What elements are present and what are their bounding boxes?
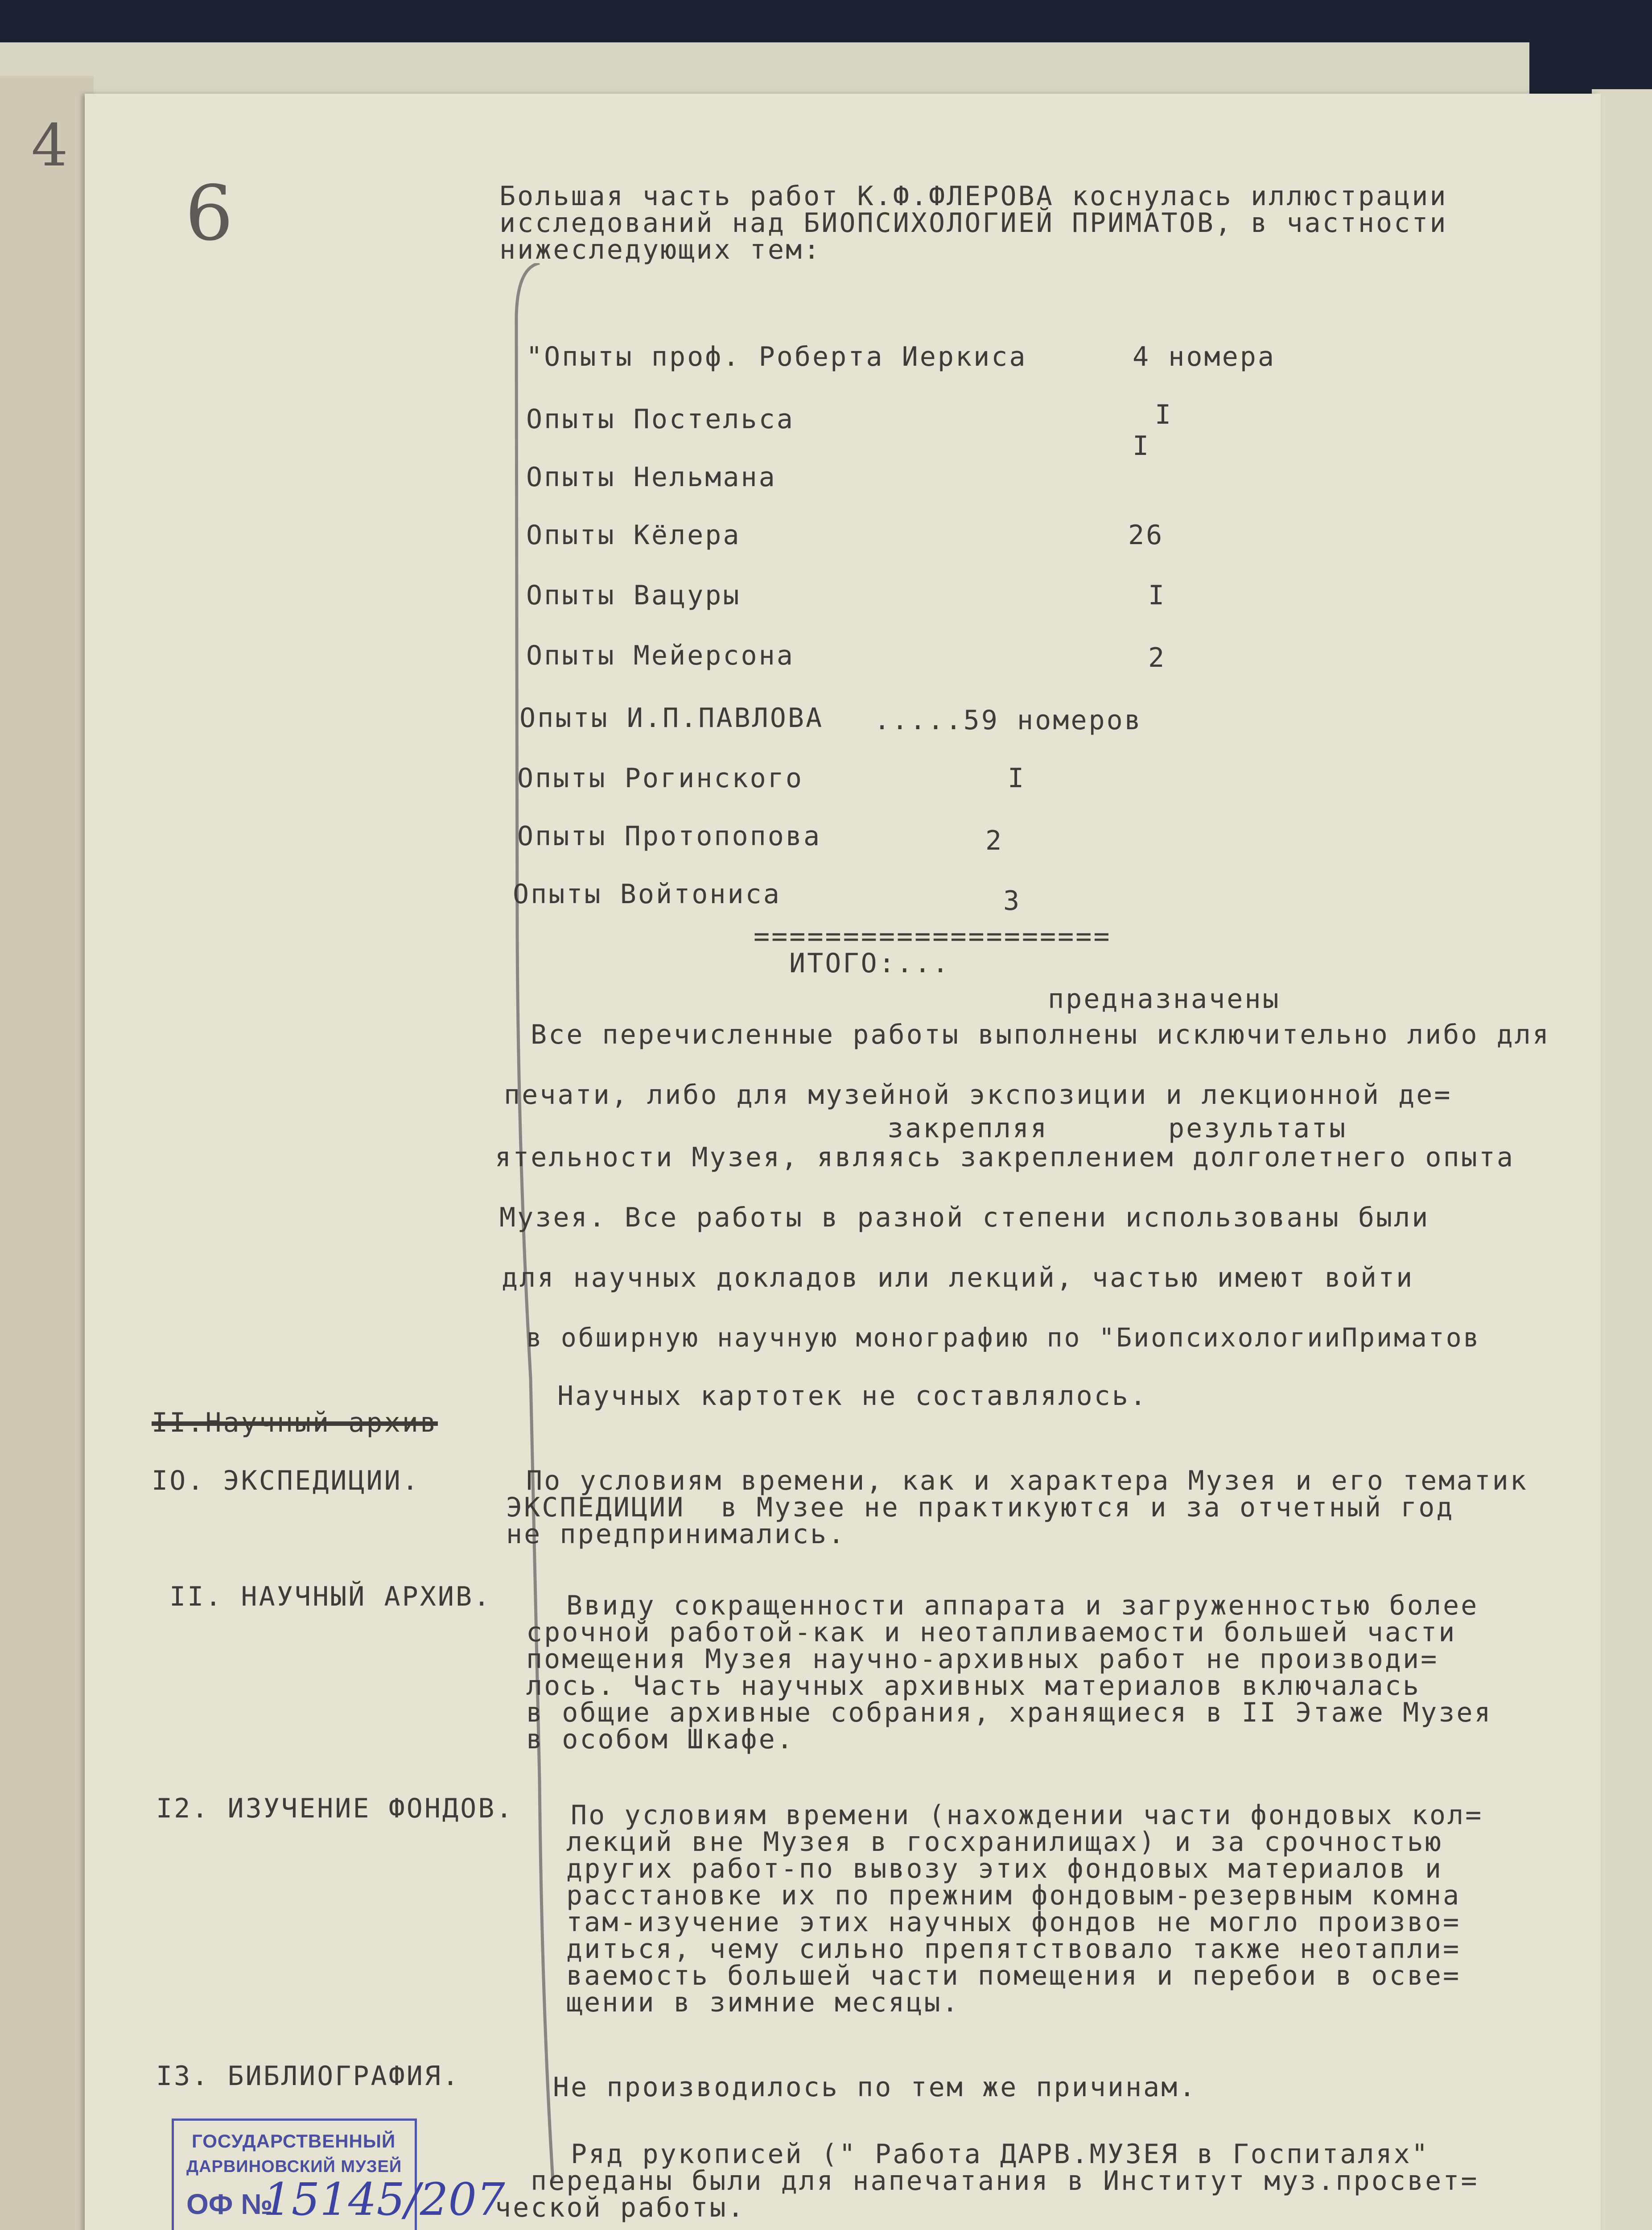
folio-number-left: 4 (31, 112, 68, 179)
paragraph-line: Научных картотек не составлялось. (557, 1380, 1148, 1412)
inserted-word: результаты (1168, 1113, 1347, 1144)
stamp-label: ОФ № (186, 2188, 273, 2220)
stamp-line-2: ДАРВИНОВСКИЙ МУЗЕЙ (186, 2157, 402, 2176)
experiment-name: Опыты Нельмана (526, 462, 777, 493)
right-adjacent-sheet (1592, 89, 1652, 2230)
inserted-word: закрепляя (887, 1113, 1049, 1144)
section-line: ЭКСПЕДИЦИИ в Музее не практикуются и за отчетный год (506, 1492, 1454, 1523)
final-line: ческой работы. (495, 2192, 746, 2223)
underlying-sheet-edge (0, 76, 94, 2230)
museum-inventory-stamp (172, 2118, 505, 2230)
experiment-count: I (1155, 399, 1173, 430)
intro-line-1: Большая часть работ К.Ф.ФЛЕРОВА коснулась иллюстрации (499, 181, 1448, 212)
section-line: других работ-по вывозу этих фондовых материалов и (566, 1853, 1443, 1884)
document-page (31, 94, 1601, 2230)
experiment-count: I (1148, 580, 1166, 611)
experiment-count: 4 номера (1133, 341, 1276, 372)
experiment-count: 2 (985, 825, 1004, 856)
experiment-count: 2 (1148, 642, 1166, 673)
experiment-name: Опыты Рогинского (517, 763, 803, 794)
section-line: расстановке их по прежним фондовым-резервным комна (566, 1880, 1461, 1911)
experiment-name: Опыты И.П.ПАВЛОВА (519, 702, 824, 734)
struck-heading: II.Научный архив (152, 1407, 438, 1438)
section-line: Ввиду сокращенности аппарата и загруженностью более (566, 1590, 1479, 1621)
paragraph-line: для научных докладов или лекций, частью имеют войти (502, 1262, 1414, 1293)
total-label: ИТОГО:... (789, 948, 951, 979)
experiment-name: Опыты Войтониса (513, 879, 781, 910)
section-line: в общие архивные собрания, хранящиеся в II Этаже Музея (526, 1697, 1492, 1728)
section-line: ваемость большей части помещения и перебои в осве= (566, 1960, 1461, 1991)
paragraph-line: в обширную научную монографию по "БиопсихологииПриматов (526, 1322, 1481, 1353)
paragraph-line: Все перечисленные работы выполнены исключительно либо для (531, 1019, 1551, 1050)
folio-number: 6 (185, 169, 234, 258)
final-line: Ряд рукописей (" Работа ДАРВ.МУЗЕЯ в Госпиталях" (571, 2139, 1430, 2170)
experiment-count: I (1133, 430, 1151, 462)
section-heading: I3. БИБЛИОГРАФИЯ. (156, 2061, 461, 2092)
section-heading: IO. ЭКСПЕДИЦИИ. (152, 1465, 420, 1496)
intro-line-3: нижеследующих тем: (499, 234, 822, 265)
section-line: лекций вне Музея в госхранилищах) и за срочностью (566, 1826, 1443, 1858)
experiment-name: Опыты Кёлера (526, 520, 741, 551)
experiment-name: Опыты Вацуры (526, 580, 741, 611)
experiment-count: I (1008, 763, 1026, 794)
section-line: в особом Шкафе. (526, 1724, 795, 1755)
stamp-line-1: ГОСУДАРСТВЕННЫЙ (192, 2131, 396, 2152)
section-line: срочной работой-как и неотапливаемости большей части (526, 1617, 1457, 1648)
inserted-word: предназначены (1048, 983, 1281, 1015)
section-line: Не производилось по тем же причинам. (553, 2072, 1197, 2103)
paragraph-line: печати, либо для музейной экспозиции и лекционной де= (504, 1079, 1452, 1111)
paragraph-line: ятельности Музея, являясь закреплением долголетнего опыта (495, 1142, 1515, 1173)
experiment-name: Опыты Постельса (526, 404, 795, 435)
final-line: переданы были для напечатания в Институт муз.просвет= (531, 2165, 1479, 2197)
section-line: там-изучение этих научных фондов не могло произво= (566, 1907, 1461, 1938)
section-line: щении в зимние месяцы. (566, 1987, 960, 2018)
section-line: лось. Часть научных архивных материалов включалась (526, 1670, 1421, 1701)
paragraph-line: Музея. Все работы в разной степени использованы были (499, 1202, 1430, 1233)
section-line: диться, чему сильно препятствовало также неотапли= (566, 1933, 1461, 1965)
experiment-count: .....59 номеров (874, 705, 1142, 736)
section-heading: II. НАУЧНЫЙ АРХИВ. (169, 1581, 492, 1612)
experiment-name: "Опыты проф. Роберта Иеркиса (526, 341, 1027, 372)
section-heading: I2. ИЗУЧЕНИЕ ФОНДОВ. (156, 1793, 514, 1824)
section-line: По условиям времени, как и характера Музея и его тематик (526, 1465, 1528, 1496)
section-line: не предпринимались. (506, 1519, 846, 1550)
separator-line: ==================== (754, 921, 1112, 952)
experiment-count: 26 (1128, 520, 1164, 551)
experiment-name: Опыты Протопопова (517, 821, 822, 852)
section-line: По условиям времени (нахождении части фондовых кол= (571, 1800, 1483, 1831)
experiment-name: Опыты Мейерсона (526, 640, 795, 671)
stamp-number: 15145/207 (263, 2173, 505, 2226)
experiment-count: 3 (1003, 885, 1022, 917)
intro-line-2: исследований над БИОПСИХОЛОГИЕЙ ПРИМАТОВ, в частности (499, 207, 1448, 239)
section-line: помещения Музея научно-архивных работ не производи= (526, 1644, 1439, 1675)
